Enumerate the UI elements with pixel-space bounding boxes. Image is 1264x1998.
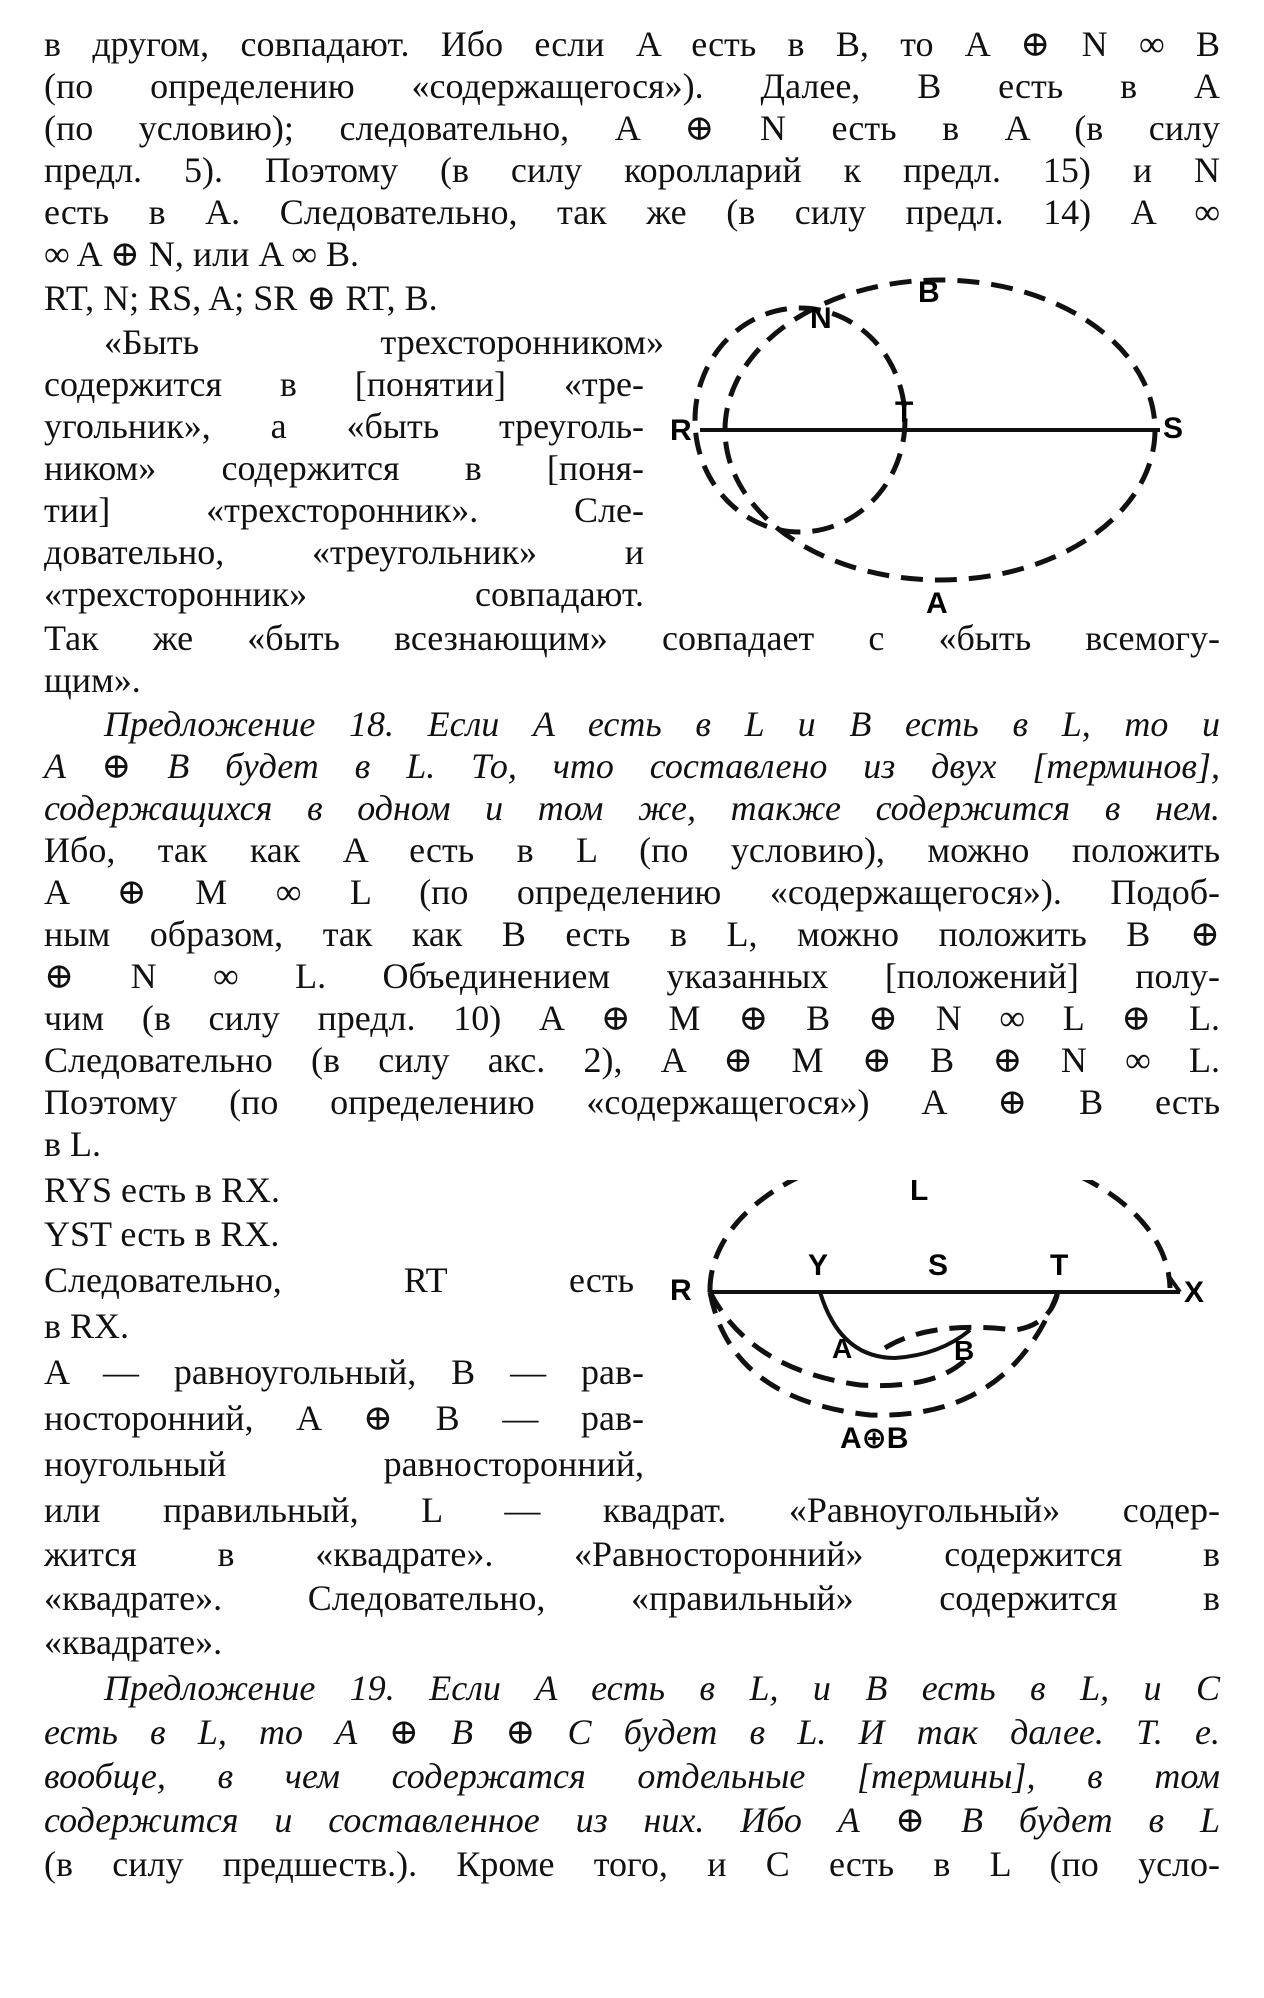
text-line: есть в L, то A ⊕ B ⊕ C будет в L. И так далее. Т. е. [44,1712,1220,1752]
text-line: Поэтому (по определению «содержащегося») A ⊕ B есть [44,1082,1220,1122]
label-t: T [895,396,914,429]
text-line: в L. [44,1124,101,1164]
text-line: YST есть в RX. [44,1214,280,1254]
text-line: «Быть трехсторонником» [104,322,664,362]
label-a: A [926,587,948,620]
text-line: ником» содержится в [поня- [44,448,644,488]
text-line: «квадрате». Следовательно, «правильный» содержится в [44,1578,1220,1618]
text-line: A ⊕ B будет в L. То, что составлено из двух [терминов], [44,746,1220,786]
label-b: B [954,1335,975,1366]
text-line: тии] «трехсторонник». Сле- [44,490,644,530]
text-line: вообще, в чем содержатся отдельные [термины], в том [44,1756,1220,1796]
text-line: ным образом, так как B есть в L, можно положить B ⊕ [44,914,1220,954]
diagram-ellipses-rts [670,260,1210,620]
text-line: или правильный, L — квадрат. «Равноугольный» содер- [44,1490,1220,1530]
text-line: довательно, «треугольник» и [44,532,644,572]
text-line: жится в «квадрате». «Равносторонний» содержится в [44,1534,1220,1574]
text-line: содержащихся в одном и том же, также содержится в нем. [44,788,1220,828]
diagram-arcs-rx [670,1180,1230,1460]
text-line: ∞ A ⊕ N, или A ∞ B. [44,234,360,274]
text-line: A — равноугольный, B — рав- [44,1352,644,1392]
text-line: (по условию); следовательно, A ⊕ N есть в A (в силу [44,108,1220,148]
text-line: RYS есть в RX. [44,1170,281,1210]
label-a-plus-b: A⊕B [840,1422,909,1455]
text-line: содержится и составленное из них. Ибо A ⊕ B будет в L [44,1800,1220,1840]
text-line: Так же «быть всезнающим» совпадает с «быть всемогу- [44,618,1220,658]
text-line: предл. 5). Поэтому (в силу королларий к предл. 15) и N [44,150,1220,190]
label-s: S [928,1249,949,1282]
text-line: содержится в [понятии] «тре- [44,364,644,404]
text-line: Ибо, так как A есть в L (по условию), можно положить [44,830,1220,870]
text-line: ноугольный равносторонний, [44,1444,644,1484]
text-line: (по определению «содержащегося»). Далее, B есть в A [44,66,1220,106]
text-line: носторонний, A ⊕ B — рав- [44,1398,644,1438]
text-line: в RX. [44,1306,130,1346]
text-line: есть в A. Следовательно, так же (в силу предл. 14) A ∞ [44,192,1220,232]
text-line: RT, N; RS, A; SR ⊕ RT, B. [44,278,438,318]
text-line: A ⊕ M ∞ L (по определению «содержащегося»). Подоб- [44,872,1220,912]
text-line: Следовательно (в силу акс. 2), A ⊕ M ⊕ B ⊕ N ∞ L. [44,1040,1220,1080]
label-r: R [670,1274,692,1307]
text-line: «квадрате». [44,1622,223,1662]
text-line: Предложение 18. Если A есть в L и B есть в L, то и [104,704,1220,744]
text-line: угольник», а «быть треуголь- [44,406,644,446]
label-s: S [1163,412,1184,445]
text-line: чим (в силу предл. 10) A ⊕ M ⊕ B ⊕ N ∞ L ⊕ L. [44,998,1220,1038]
text-line: «трехсторонник» совпадают. [44,574,644,614]
text-line: Предложение 19. Если A есть в L, и B есть в L, и C [104,1668,1220,1708]
label-t: T [1050,1249,1069,1282]
label-r: R [670,414,692,447]
text-line: в другом, совпадают. Ибо если A есть в B, то A ⊕ N ∞ B [44,24,1220,64]
label-x: X [1184,1276,1205,1309]
text-line: (в силу предшеств.). Кроме того, и C есть в L (по усло- [44,1844,1220,1884]
label-l: L [910,1180,929,1207]
label-b: B [918,276,940,309]
label-a: A [832,1333,853,1364]
text-line: щим». [44,660,141,700]
text-line: ⊕ N ∞ L. Объединением указанных [положений] полу- [44,956,1220,996]
label-n: N [810,302,832,335]
text-line: Следовательно, RT есть [44,1260,634,1300]
label-y: Y [808,1249,829,1282]
